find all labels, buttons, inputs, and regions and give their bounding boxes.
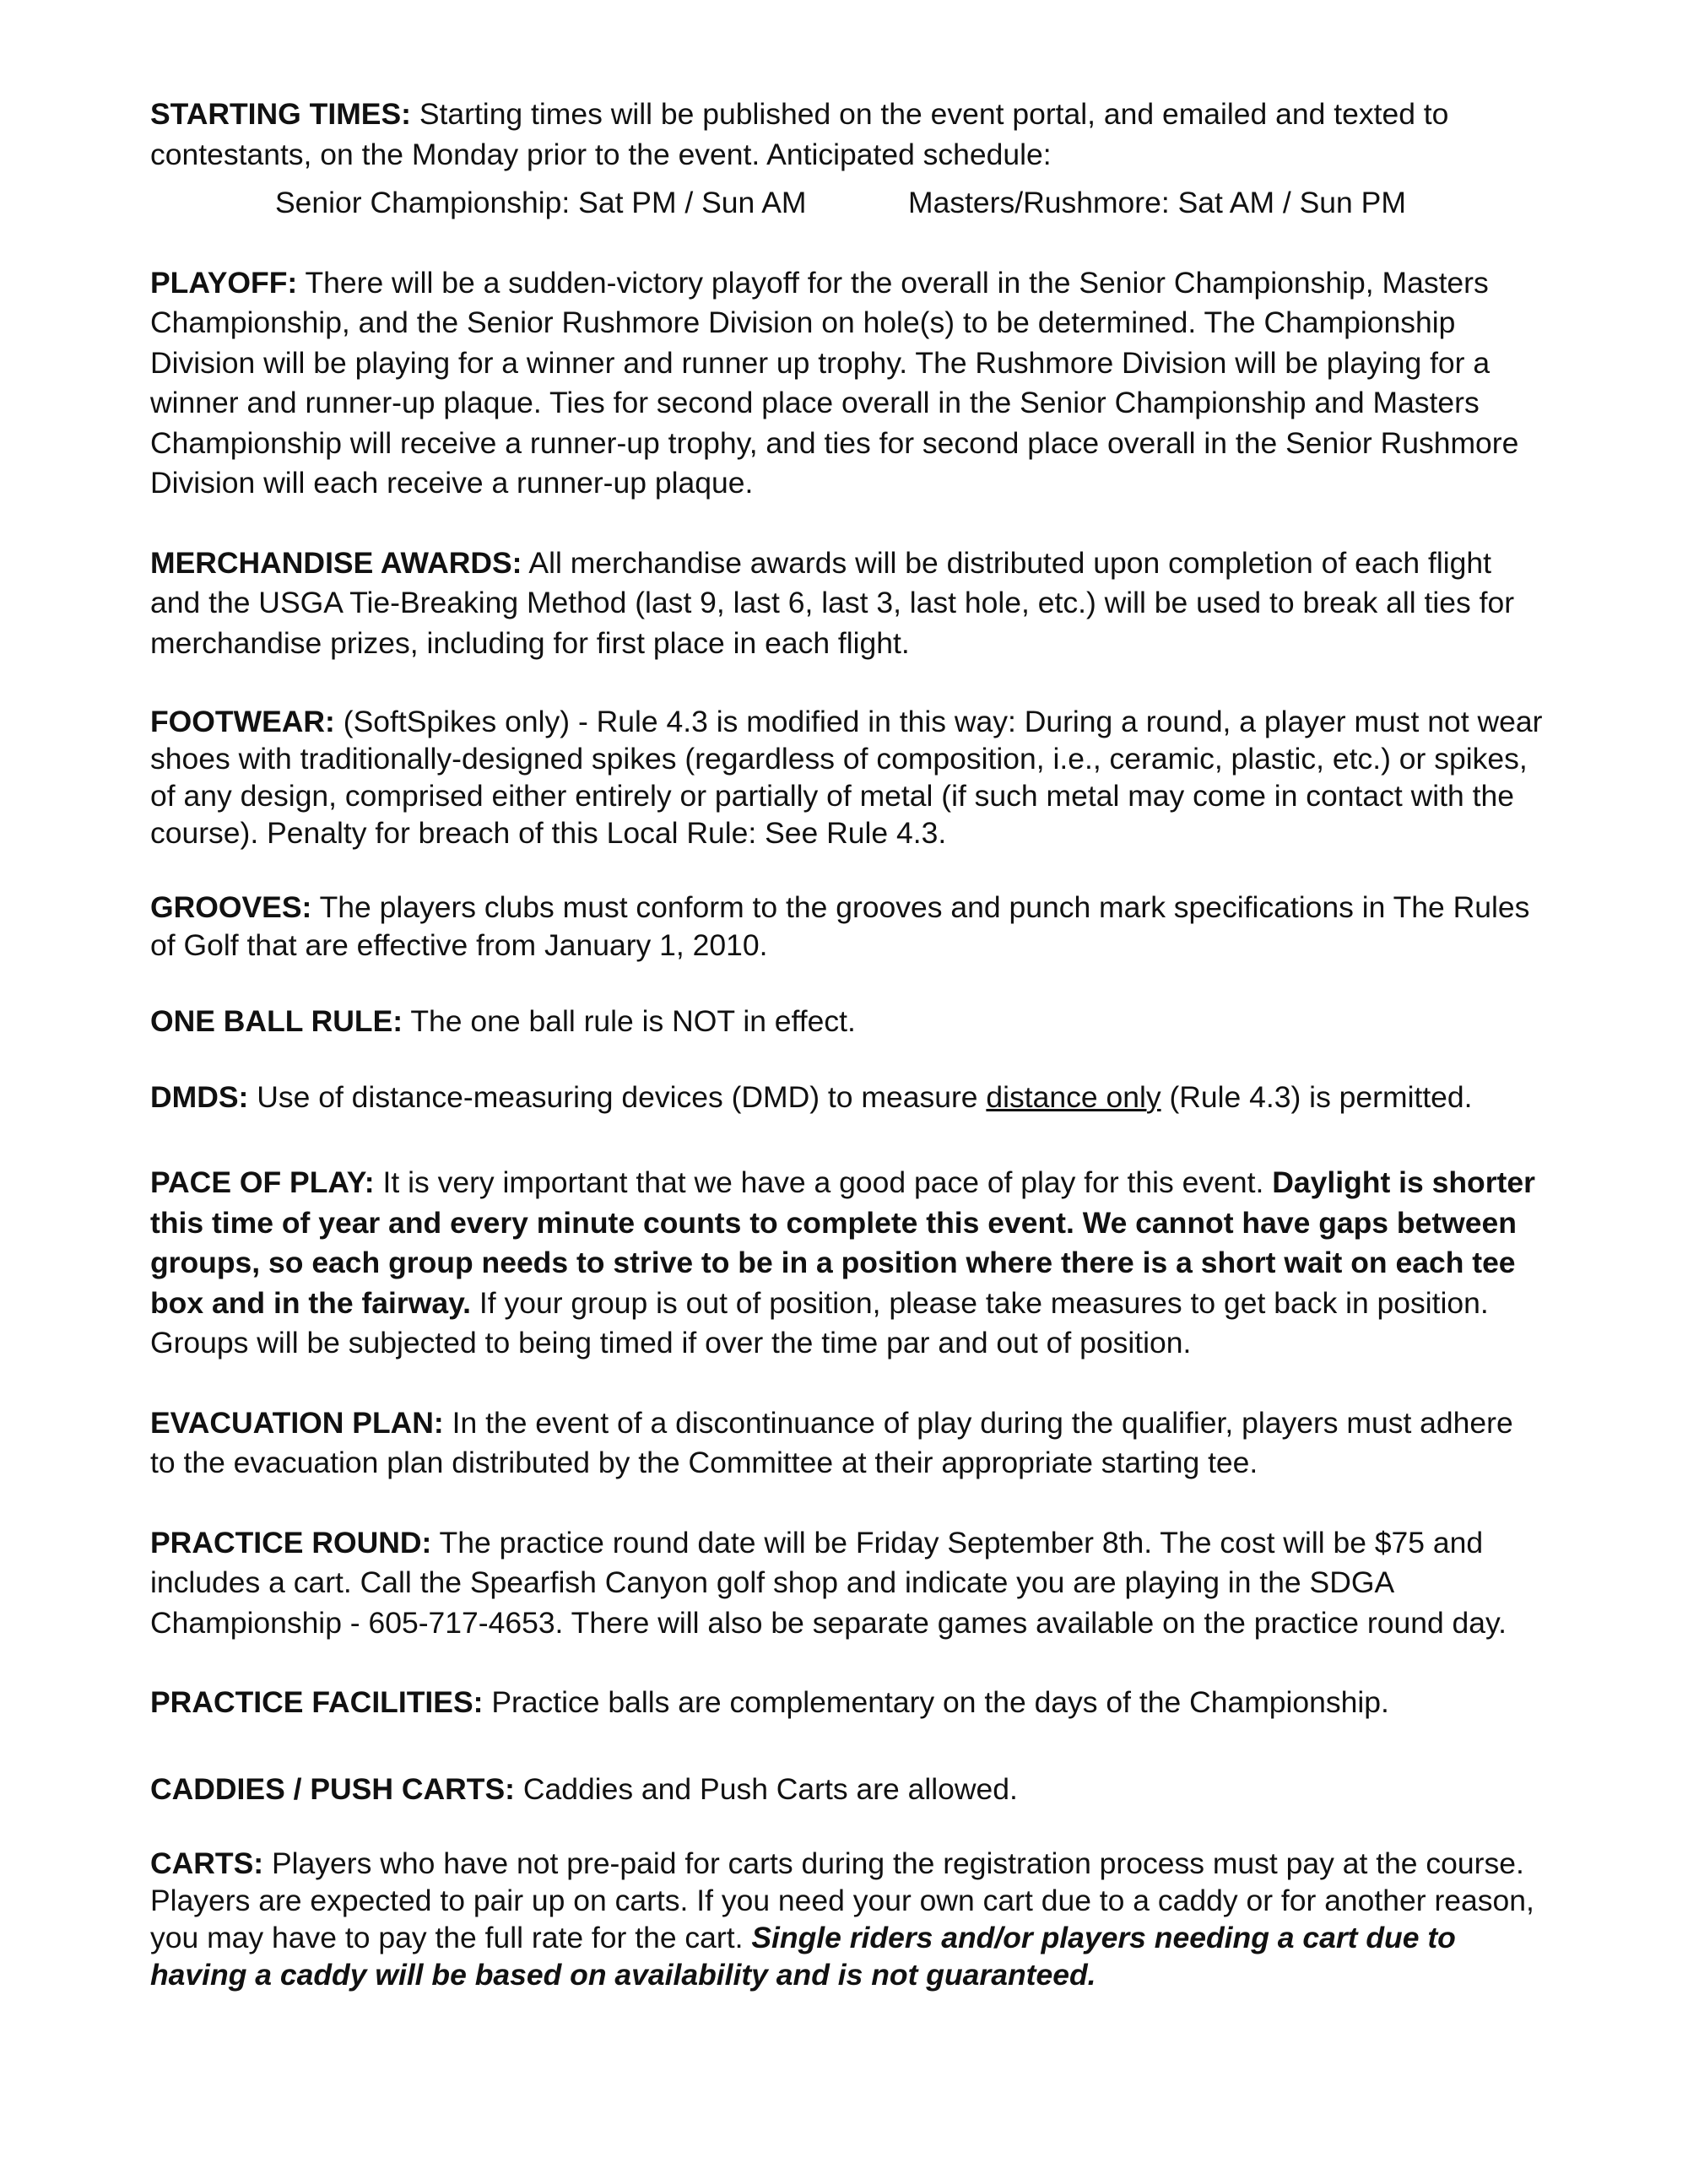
document-page xyxy=(150,95,1543,1993)
practice-facilities-text: Practice balls are complementary on the days of the Championship. xyxy=(483,1685,1389,1719)
starting-times-heading: STARTING TIMES: xyxy=(150,97,411,131)
pace-of-play-heading: PACE OF PLAY: xyxy=(150,1165,375,1199)
starting-times-text: Starting times will be published on the event portal, and emailed and texted to contestants, on the Monday prior to the event. Anticipated schedule: xyxy=(150,97,1449,171)
evacuation-section xyxy=(150,1403,1543,1484)
one-ball-section xyxy=(150,1002,1543,1042)
merchandise-section xyxy=(150,543,1543,664)
pace-of-play-section xyxy=(150,1163,1543,1364)
evacuation-heading: EVACUATION PLAN: xyxy=(150,1405,444,1440)
one-ball-text: The one ball rule is NOT in effect. xyxy=(403,1004,856,1038)
practice-round-section xyxy=(150,1523,1543,1644)
grooves-heading: GROOVES: xyxy=(150,890,312,924)
carts-bold-italic: Single riders and/or players needing a cart due to having a caddy will be based on availability and is not guaranteed. xyxy=(150,1921,1456,1992)
playoff-section xyxy=(150,263,1543,504)
merchandise-text: All merchandise awards will be distributed upon completion of each flight and the USGA Tie-Breaking Method (last 9, last 6, last 3, last hole, etc.) will be used to break all ties for merchandise prizes, including for first place in each flight. xyxy=(150,545,1515,660)
dmds-heading: DMDS: xyxy=(150,1079,249,1114)
carts-section xyxy=(150,1845,1543,1993)
footwear-heading: FOOTWEAR: xyxy=(150,705,335,738)
carts-heading: CARTS: xyxy=(150,1846,264,1880)
caddies-heading: CADDIES / PUSH CARTS: xyxy=(150,1771,515,1806)
dmds-underlined: distance only xyxy=(986,1079,1161,1114)
starting-times-section xyxy=(150,95,1543,224)
pace-of-play-bold: Daylight is shorter this time of year and every minute counts to complete this event. We cannot have gaps between groups, so each group needs to strive to be in a position where there is a short wait on each tee box and in the fairway. xyxy=(150,1165,1535,1320)
practice-round-heading: PRACTICE ROUND: xyxy=(150,1525,432,1560)
schedule-senior: Senior Championship: Sat PM / Sun AM xyxy=(275,186,807,219)
evacuation-text: In the event of a discontinuance of play during the qualifier, players must adhere to the evacuation plan distributed by the Committee at their appropriate starting tee. xyxy=(150,1405,1513,1479)
caddies-text: Caddies and Push Carts are allowed. xyxy=(514,1771,1018,1806)
grooves-text: The players clubs must conform to the grooves and punch mark specifications in The Rules of Golf that are effective from January 1, 2010. xyxy=(150,890,1530,962)
pace-of-play-text: It is very important that we have a good pace of play for this event. xyxy=(374,1165,1273,1199)
playoff-heading: PLAYOFF: xyxy=(150,265,298,300)
one-ball-heading: ONE BALL RULE: xyxy=(150,1004,403,1038)
anticipated-schedule xyxy=(150,183,1543,224)
merchandise-heading: MERCHANDISE AWARDS: xyxy=(150,545,522,580)
practice-facilities-section xyxy=(150,1683,1543,1723)
practice-round-text: The practice round date will be Friday September 8th. The cost will be $75 and includes a cart. Call the Spearfish Canyon golf shop and indicate you are playing in the SDGA Championship - 605-717-4653. There will also be separate games available on the practice round day. xyxy=(150,1525,1507,1640)
pace-of-play-text-after: If your group is out of position, please take measures to get back in position. Groups will be subjected to being timed if over the time par and out of position. xyxy=(150,1285,1489,1360)
schedule-masters: Masters/Rushmore: Sat AM / Sun PM xyxy=(908,186,1406,219)
footwear-section xyxy=(150,703,1543,851)
footwear-text: (SoftSpikes only) - Rule 4.3 is modified in this way: During a round, a player must not wear shoes with traditionally-designed spikes (regardless of composition, i.e., ceramic, plastic, etc.) or spikes, of any design, comprised either entirely or partially of metal (if such metal may come in contact with the course). Penalty for breach of this Local Rule: See Rule 4.3. xyxy=(150,705,1543,850)
dmds-section xyxy=(150,1078,1543,1118)
carts-text: Players who have not pre-paid for carts during the registration process must pay at the course. Players are expected to pair up on carts. If you need your own cart due to a caddy or for another reason, you may have to pay the full rate for the cart. xyxy=(150,1846,1534,1954)
dmds-text-before: Use of distance-measuring devices (DMD) to measure xyxy=(248,1079,987,1114)
caddies-section xyxy=(150,1770,1543,1810)
practice-facilities-heading: PRACTICE FACILITIES: xyxy=(150,1685,484,1719)
grooves-section xyxy=(150,889,1543,965)
dmds-text-after: (Rule 4.3) is permitted. xyxy=(1160,1079,1473,1114)
playoff-text: There will be a sudden-victory playoff for the overall in the Senior Championship, Masters Championship, and the Senior Rushmore Division on hole(s) to be determined. The Championship Division will be playing for a winner and runner up trophy. The Rushmore Division will be playing for a winner and runner-up plaque. Ties for second place overall in the Senior Championship and Masters Championship will receive a runner-up trophy, and ties for second place overall in the Senior Rushmore Division will each receive a runner-up plaque. xyxy=(150,265,1519,500)
